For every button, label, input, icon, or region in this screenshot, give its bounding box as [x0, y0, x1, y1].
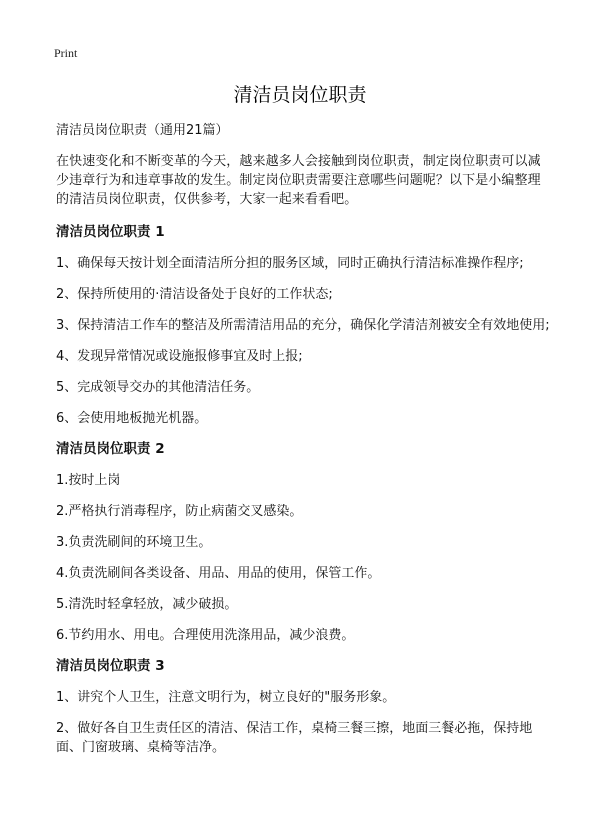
- list-item: 6.节约用水、用电。合理使用洗涤用品，减少浪费。: [56, 628, 355, 643]
- list-item: 3、保持清洁工作车的整洁及所需清洁用品的充分，确保化学清洁剂被安全有效地使用;: [56, 318, 550, 333]
- list-item: 2、保持所使用的·清洁设备处于良好的工作状态;: [56, 287, 333, 302]
- page-title: 清洁员岗位职责: [233, 84, 367, 106]
- list-item: 2、做好各自卫生责任区的清洁、保洁工作，桌椅三餐三擦，地面三餐必拖，保持地面、门窗玻璃、桌椅等洁净。: [56, 721, 533, 755]
- document-subtitle: 清洁员岗位职责（通用21篇）: [56, 123, 229, 138]
- section-1: [56, 223, 552, 428]
- section-heading: 清洁员岗位职责 3: [56, 658, 165, 674]
- print-label: Print: [54, 46, 78, 60]
- section-3: [56, 657, 552, 757]
- list-item: 2.严格执行消毒程序，防止病菌交叉感染。: [56, 504, 303, 519]
- list-item: 1、确保每天按计划全面清洁所分担的服务区域，同时正确执行清洁标准操作程序;: [56, 256, 524, 271]
- list-item: 6、会使用地板抛光机器。: [56, 411, 208, 426]
- list-item: 1.按时上岗: [56, 473, 121, 488]
- list-item: 1、讲究个人卫生，注意文明行为，树立良好的"服务形象。: [56, 690, 396, 705]
- list-item: 5、完成领导交办的其他清洁任务。: [56, 380, 260, 395]
- document-body: [56, 122, 552, 769]
- section-heading: 清洁员岗位职责 2: [56, 441, 165, 457]
- section-2: [56, 440, 552, 645]
- list-item: 5.清洗时轻拿轻放，减少破损。: [56, 597, 238, 612]
- list-item: 4.负责洗刷间各类设备、用品、用品的使用，保管工作。: [56, 566, 381, 581]
- intro-paragraph: 在快速变化和不断变革的今天，越来越多人会接触到岗位职责，制定岗位职责可以减少违章行为和违章事故的发生。制定岗位职责需要注意哪些问题呢？以下是小编整理的清洁员岗位职责，仅供参考，大家一起来看看吧。: [56, 154, 541, 207]
- list-item: 4、发现异常情况或设施报修事宜及时上报;: [56, 349, 303, 364]
- section-heading: 清洁员岗位职责 1: [56, 224, 165, 240]
- list-item: 3.负责洗刷间的环境卫生。: [56, 535, 212, 550]
